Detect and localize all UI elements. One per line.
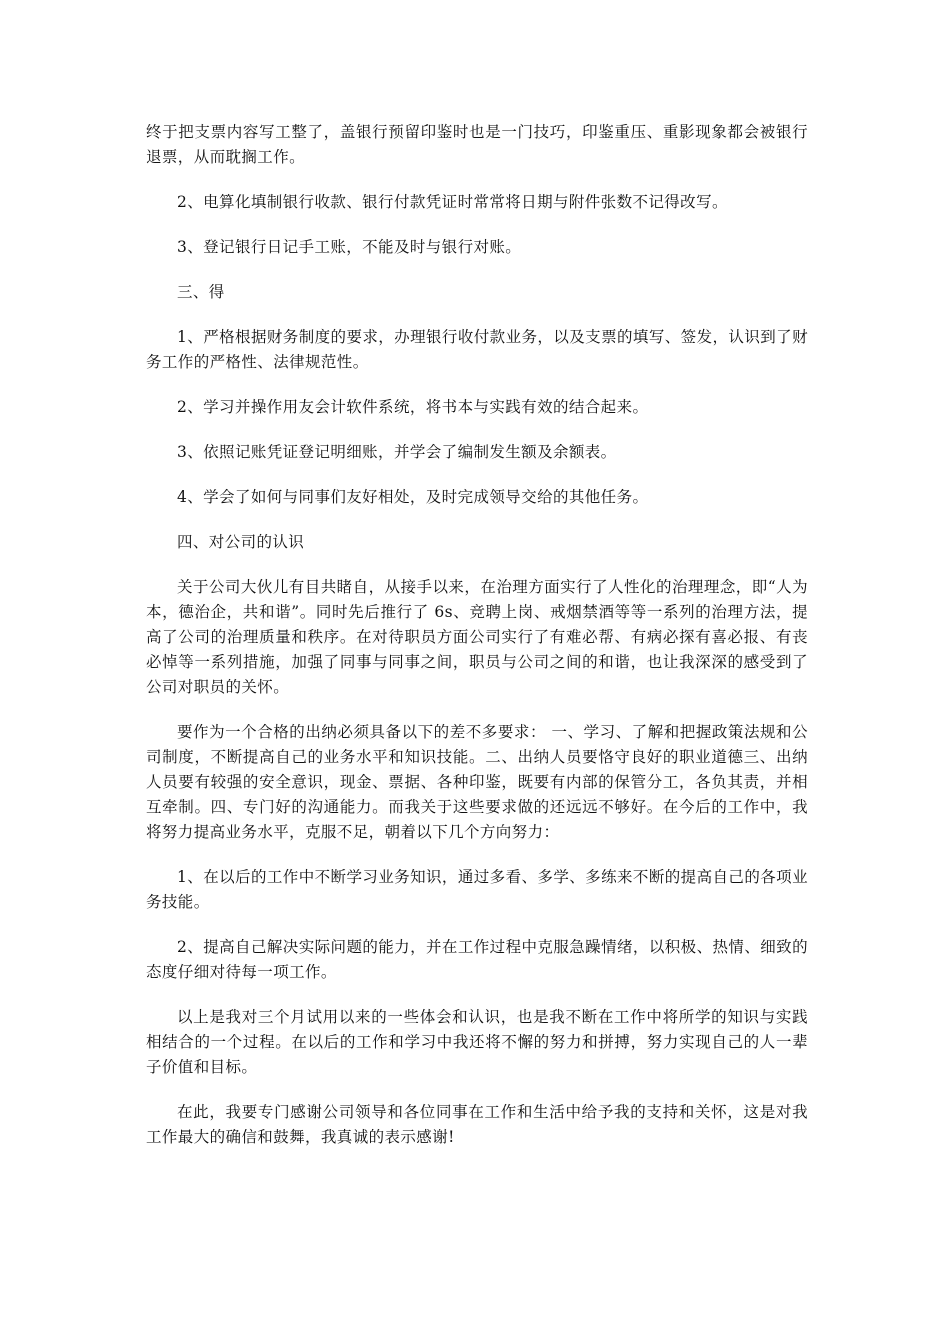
paragraph-cashier-requirements: 要作为一个合格的出纳必须具备以下的差不多要求： 一、学习、了解和把握政策法规和公司制度，不断提高自己的业务水平和知识技能。二、出纳人员要恪守良好的职业道德三、出纳人员要有较强的安全意识，现金、票据、各种印鉴，既要有内部的保管分工，各负其责，并相互牵制。四、专门好的沟通能力。而我关于这些要求做的还远远不够好。在今后的工作中，我将努力提高业务水平，克服不足，朝着以下几个方向努力： bbox=[146, 723, 808, 841]
paragraph-summary: 以上是我对三个月试用以来的一些体会和认识，也是我不断在工作中将所学的知识与实践相结合的一个过程。在以后的工作和学习中我还将不懈的努力和拼搏，努力实现自己的人一辈子价值和目标。 bbox=[146, 1008, 808, 1076]
section-heading-company: 四、对公司的认识 bbox=[177, 533, 305, 551]
section-heading-gains: 三、得 bbox=[177, 283, 225, 301]
paragraph-gain-3: 3、依照记账凭证登记明细账，并学会了编制发生额及余额表。 bbox=[177, 443, 617, 461]
paragraph-problem-3: 3、登记银行日记手工账，不能及时与银行对账。 bbox=[177, 238, 522, 256]
paragraph-goal-1: 1、在以后的工作中不断学习业务知识，通过多看、多学、多练来不断的提高自己的各项业务技能。 bbox=[146, 868, 808, 911]
paragraph-gain-2: 2、学习并操作用友会计软件系统，将书本与实践有效的结合起来。 bbox=[177, 398, 649, 416]
paragraph-thanks: 在此，我要专门感谢公司领导和各位同事在工作和生活中给予我的支持和关怀，这是对我工作最大的确信和鼓舞，我真诚的表示感谢! bbox=[146, 1103, 808, 1146]
paragraph-gain-1: 1、严格根据财务制度的要求，办理银行收付款业务，以及支票的填写、签发，认识到了财务工作的严格性、法律规范性。 bbox=[146, 328, 808, 371]
paragraph-continuation: 终于把支票内容写工整了，盖银行预留印鉴时也是一门技巧，印鉴重压、重影现象都会被银行退票，从而耽搁工作。 bbox=[146, 123, 808, 166]
document-body bbox=[146, 120, 808, 1170]
paragraph-gain-4: 4、学会了如何与同事们友好相处，及时完成领导交给的其他任务。 bbox=[177, 488, 649, 506]
paragraph-company-management: 关于公司大伙儿有目共睹自，从接手以来，在治理方面实行了人性化的治理理念，即“人为本，德治企，共和谐”。同时先后推行了 6s、竞聘上岗、戒烟禁酒等等一系列的治理方法，提高了公司的治理质量和秩序。在对待职员方面公司实行了有难必帮、有病必探有喜必报、有丧必悼等一系列措施，加强了同事与同事之间，职员与公司之间的和谐，也让我深深的感受到了公司对职员的关怀。 bbox=[146, 578, 808, 696]
paragraph-goal-2: 2、提高自己解决实际问题的能力，并在工作过程中克服急躁情绪，以积极、热情、细致的态度仔细对待每一项工作。 bbox=[146, 938, 808, 981]
paragraph-problem-2: 2、电算化填制银行收款、银行付款凭证时常常将日期与附件张数不记得改写。 bbox=[177, 193, 728, 211]
